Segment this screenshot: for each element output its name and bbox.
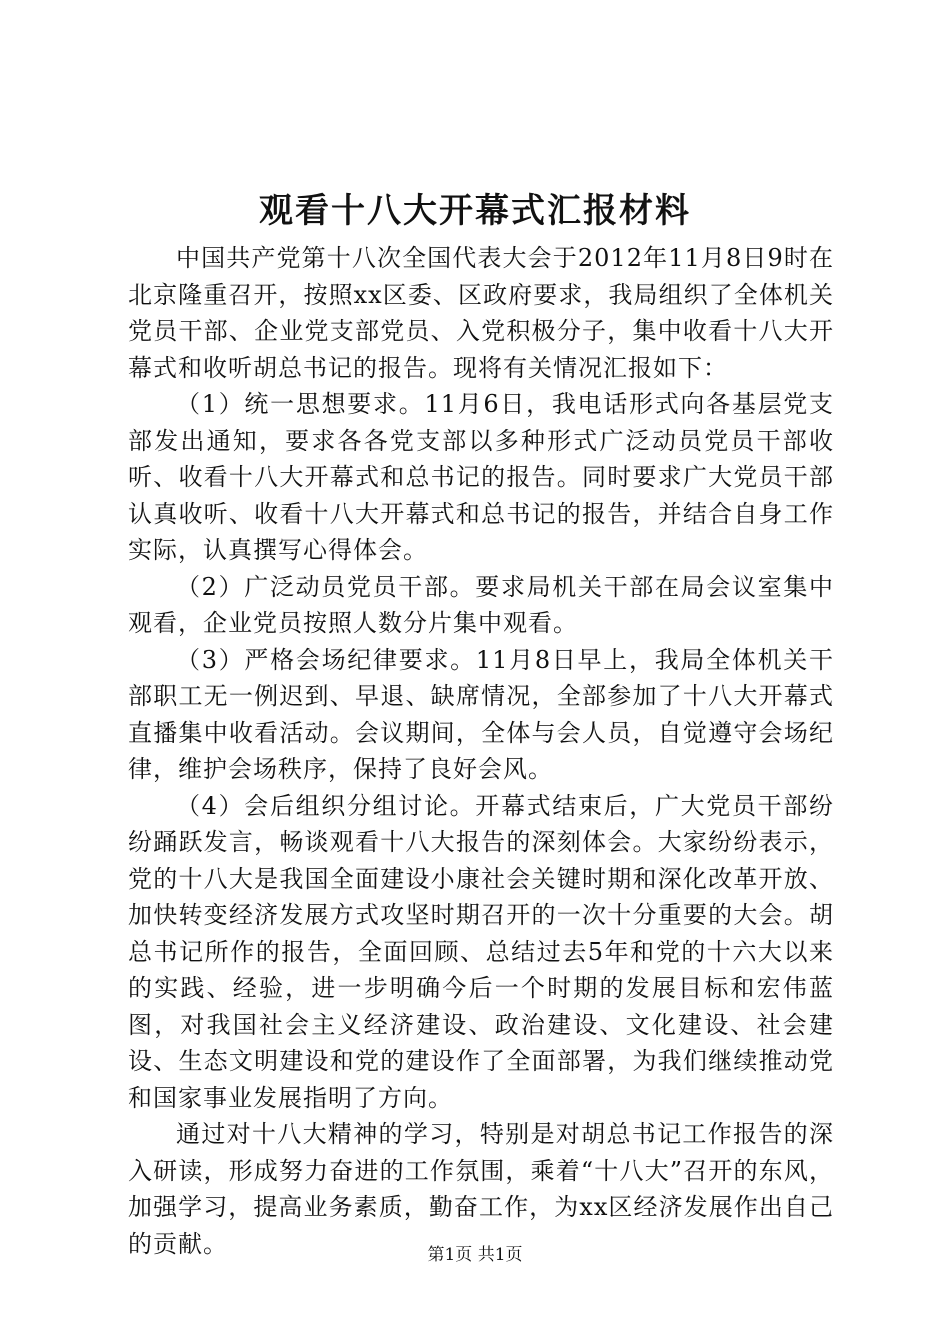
- paragraph-item-4: （4）会后组织分组讨论。开幕式结束后，广大党员干部纷纷踊跃发言，畅谈观看十八大报告的深刻体会。大家纷纷表示，党的十八大是我国全面建设小康社会关键时期和深化改革开放、加快转变经济发展方式攻坚时期召开的一次十分重要的大会。胡总书记所作的报告，全面回顾、总结过去5年和党的十六大以来的实践、经验，进一步明确今后一个时期的发展目标和宏伟蓝图，对我国社会主义经济建设、政治建设、文化建设、社会建设、生态文明建设和党的建设作了全面部署，为我们继续推动党和国家事业发展指明了方向。: [128, 791, 834, 1112]
- paragraph-item-1: （1）统一思想要求。11月6日，我电话形式向各基层党支部发出通知，要求各各党支部以多种形式广泛动员党员干部收听、收看十八大开幕式和总书记的报告。同时要求广大党员干部认真收听、收看十八大开幕式和总书记的报告，并结合自身工作实际，认真撰写心得体会。: [128, 390, 834, 564]
- intro-paragraph: 中国共产党第十八次全国代表大会于2012年11月8日9时在北京隆重召开，按照xx区委、区政府要求，我局组织了全体机关党员干部、企业党支部党员、入党积极分子，集中收看十八大开幕式和收听胡总书记的报告。现将有关情况汇报如下：: [128, 244, 834, 382]
- paragraph-item-3: （3）严格会场纪律要求。11月8日早上，我局全体机关干部职工无一例迟到、早退、缺席情况，全部参加了十八大开幕式直播集中收看活动。会议期间，全体与会人员，自觉遵守会场纪律，维护会场秩序，保持了良好会风。: [128, 645, 834, 783]
- closing-paragraph: 通过对十八大精神的学习，特别是对胡总书记工作报告的深入研读，形成努力奋进的工作氛围，乘着“十八大”召开的东风，加强学习，提高业务素质，勤奋工作，为xx区经济发展作出自己的贡献。: [128, 1120, 834, 1258]
- page-number-footer: 第1页 共1页: [427, 1245, 523, 1265]
- document-title: 观看十八大开幕式汇报材料: [259, 191, 691, 231]
- paragraph-item-2: （2）广泛动员党员干部。要求局机关干部在局会议室集中观看，企业党员按照人数分片集中观看。: [128, 572, 834, 637]
- document-body: [128, 240, 834, 1262]
